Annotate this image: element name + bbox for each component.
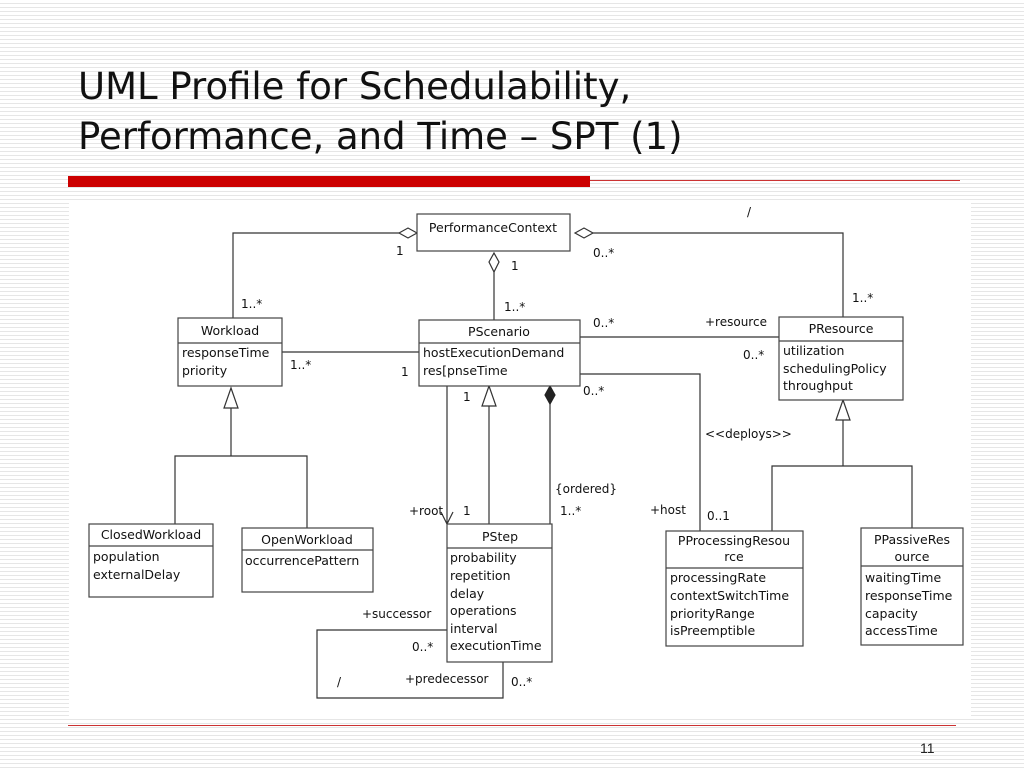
attribute: isPreemptible	[670, 623, 756, 638]
attribute: processingRate	[670, 570, 767, 585]
attribute: responseTime	[182, 345, 270, 360]
class-name: PProcessingResou	[677, 533, 791, 548]
role-label: +successor	[362, 607, 432, 621]
class-ppassive-resource	[861, 528, 963, 645]
multiplicity-label: 1..*	[852, 291, 874, 305]
stereotype-label: <<deploys>>	[705, 427, 792, 441]
attribute: schedulingPolicy	[783, 361, 887, 376]
role-label: +predecessor	[405, 672, 489, 686]
attribute: responseTime	[865, 588, 953, 603]
class-closed-workload	[89, 524, 213, 597]
resource-gen-branches	[772, 466, 912, 531]
title-line-1: UML Profile for Schedulability,	[78, 65, 632, 108]
attribute: capacity	[865, 606, 918, 621]
class-pscenario	[419, 320, 580, 386]
class-name: OpenWorkload	[261, 532, 353, 547]
attribute: population	[93, 549, 160, 564]
slash-mark: /	[337, 675, 342, 689]
aggregation-diamond-right	[575, 228, 593, 238]
multiplicity-label: 1	[511, 259, 519, 273]
class-name: PerformanceContext	[428, 220, 558, 235]
slash-mark: /	[747, 205, 752, 219]
attribute: throughput	[783, 378, 853, 393]
attribute: waitingTime	[865, 570, 942, 585]
multiplicity-label: 1	[463, 390, 471, 404]
role-label: +host	[650, 503, 686, 517]
attribute: contextSwitchTime	[670, 588, 790, 603]
multiplicity-label: 0..1	[707, 509, 730, 523]
generalization-triangle-presource	[836, 400, 850, 420]
composition-diamond	[545, 386, 555, 404]
ctx-resource-link	[593, 233, 843, 317]
generalization-triangle-workload	[224, 388, 238, 408]
class-name: PStep	[482, 529, 518, 544]
class-name: ource	[894, 549, 930, 564]
aggregation-diamond-left	[399, 228, 417, 238]
multiplicity-label: 1	[463, 504, 471, 518]
multiplicity-label: 1..*	[290, 358, 312, 372]
role-label: +root	[409, 504, 444, 518]
class-name: PResource	[808, 321, 874, 336]
class-name: ClosedWorkload	[100, 527, 202, 542]
attribute: interval	[450, 621, 498, 636]
class-workload	[178, 318, 282, 386]
multiplicity-label: 1..*	[504, 300, 526, 314]
class-name: Workload	[200, 323, 260, 338]
attribute: probability	[450, 550, 517, 565]
class-name: PPassiveRes	[873, 532, 951, 547]
title-line-2: Performance, and Time – SPT (1)	[78, 115, 683, 158]
attribute: accessTime	[865, 623, 938, 638]
attribute: utilization	[783, 343, 845, 358]
attribute: res[pnseTime	[423, 363, 508, 378]
generalization-triangle-pscenario	[482, 386, 496, 406]
multiplicity-label: 0..*	[511, 675, 533, 689]
attribute: priority	[182, 363, 228, 378]
multiplicity-label: 0..*	[743, 348, 765, 362]
attribute: operations	[450, 603, 517, 618]
multiplicity-label: 0..*	[593, 316, 615, 330]
attribute: repetition	[450, 568, 511, 583]
constraint-label: {ordered}	[555, 482, 618, 496]
class-performance-context	[417, 214, 570, 251]
class-open-workload	[242, 528, 373, 592]
attribute: externalDelay	[93, 567, 181, 582]
class-presource	[779, 317, 903, 400]
multiplicity-label: 1	[396, 244, 404, 258]
attribute: priorityRange	[670, 606, 755, 621]
multiplicity-label: 0..*	[412, 640, 434, 654]
multiplicity-label: 1..*	[560, 504, 582, 518]
page-number: 11	[920, 740, 935, 756]
multiplicity-label: 1	[401, 365, 409, 379]
class-pprocessing-resource	[666, 531, 803, 646]
class-name: PScenario	[468, 324, 530, 339]
class-pstep	[447, 524, 552, 662]
attribute: executionTime	[450, 638, 542, 653]
attribute: hostExecutionDemand	[423, 345, 565, 360]
class-name: rce	[724, 549, 744, 564]
workload-gen-branches	[175, 456, 307, 528]
attribute: delay	[450, 586, 485, 601]
aggregation-diamond-bottom	[489, 253, 499, 272]
multiplicity-label: 0..*	[583, 384, 605, 398]
multiplicity-label: 0..*	[593, 246, 615, 260]
role-label: +resource	[705, 315, 767, 329]
attribute: occurrencePattern	[245, 553, 360, 568]
multiplicity-label: 1..*	[241, 297, 263, 311]
